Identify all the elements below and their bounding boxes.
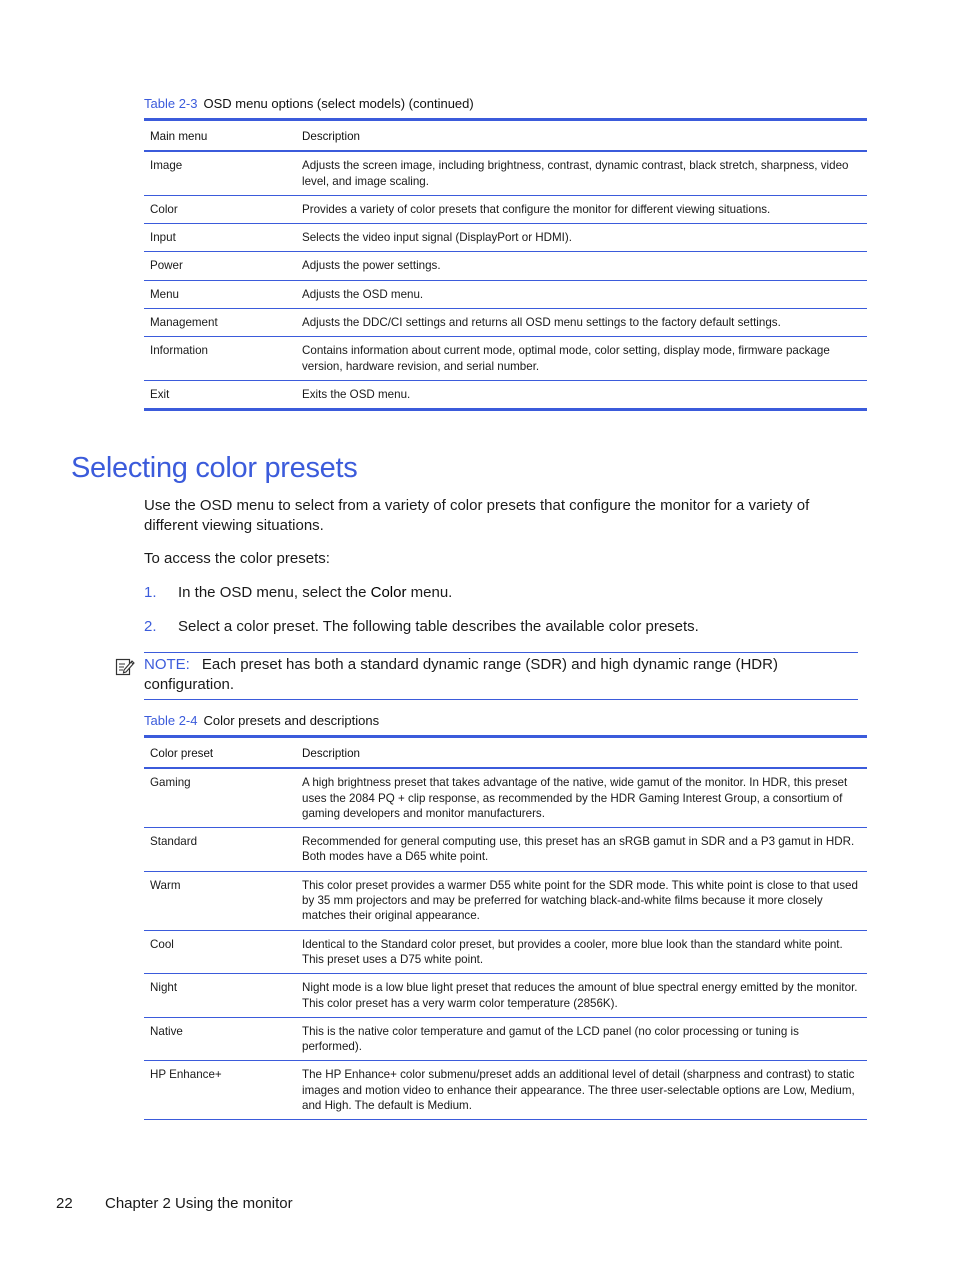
table-row: [144, 828, 867, 872]
table-row: [144, 974, 867, 1018]
preset-description: This is the native color temperature and gamut of the LCD panel (no color processing or tuning is performed).: [296, 1017, 867, 1061]
step-1: [144, 583, 452, 603]
menu-description: Adjusts the power settings.: [296, 252, 867, 280]
preset-description: A high brightness preset that takes advantage of the native, wide gamut of the monitor. In HDR, this preset uses the 2084 PQ + clip response, as recommended by the HDR Gaming Interest Group, a consortium of gaming developers and monitor manufacturers.: [296, 768, 867, 827]
column-header-description: Description: [296, 120, 867, 152]
menu-description: Provides a variety of color presets that configure the monitor for different viewing situations.: [296, 195, 867, 223]
table-row: [144, 151, 867, 195]
step-text: In the OSD menu, select the: [178, 584, 371, 601]
menu-name: Management: [144, 309, 296, 337]
preset-name: Gaming: [144, 768, 296, 827]
note-box: [144, 652, 858, 700]
preset-description: Recommended for general computing use, this preset has an sRGB gamut in SDR and a P3 gamut in HDR. Both modes have a D65 white point.: [296, 828, 867, 872]
step-text-end: menu.: [406, 584, 453, 601]
note-pencil-icon: [115, 656, 135, 676]
table-2-4-caption: [144, 713, 379, 728]
osd-menu-options-table: [144, 118, 867, 411]
menu-description: Adjusts the DDC/CI settings and returns all OSD menu settings to the factory default settings.: [296, 309, 867, 337]
preset-name: Warm: [144, 871, 296, 930]
table-number: Table 2-3: [144, 96, 198, 111]
table-row: [144, 768, 867, 827]
chapter-title: Chapter 2 Using the monitor: [105, 1195, 293, 1212]
table-row: [144, 252, 867, 280]
step-emphasis: Color: [370, 584, 407, 601]
column-header-main-menu: Main menu: [144, 120, 296, 152]
menu-name: Input: [144, 224, 296, 252]
preset-name: Night: [144, 974, 296, 1018]
table-row: [144, 1061, 867, 1120]
intro-paragraph: Use the OSD menu to select from a variety of color presets that configure the monitor for a variety of different viewing situations.: [144, 497, 810, 534]
table-row: [144, 195, 867, 223]
menu-description: Adjusts the screen image, including brightness, contrast, dynamic contrast, black stretch, sharpness, video level, and image scaling.: [296, 151, 867, 195]
preset-name: Native: [144, 1017, 296, 1061]
table-row: [144, 337, 867, 381]
table-title: OSD menu options (select models) (continued): [203, 96, 474, 111]
step-2: [144, 617, 699, 637]
menu-description: Exits the OSD menu.: [296, 380, 867, 409]
column-header-color-preset: Color preset: [144, 737, 296, 769]
table-row: [144, 380, 867, 409]
color-presets-table: [144, 735, 867, 1120]
menu-description: Contains information about current mode, optimal mode, color setting, display mode, firmware package version, hardware revision, and serial number.: [296, 337, 867, 381]
table-header-row: [144, 120, 867, 152]
table-title: Color presets and descriptions: [203, 713, 380, 728]
preset-description: The HP Enhance+ color submenu/preset adds an additional level of detail (sharpness and contrast) to static images and motion video to enhance their appearance. The three user-selectable options are Low, Medium, and High. The default is Medium.: [296, 1061, 867, 1120]
column-header-description: Description: [296, 737, 867, 769]
table-row: [144, 1017, 867, 1061]
preset-name: Standard: [144, 828, 296, 872]
note-content: [144, 655, 858, 695]
table-number: Table 2-4: [144, 713, 198, 728]
table-row: [144, 871, 867, 930]
access-paragraph: To access the color presets:: [144, 550, 330, 567]
table-2-3-caption: [144, 96, 474, 111]
step-text: Select a color preset. The following table describes the available color presets.: [178, 618, 699, 635]
page-number: 22: [56, 1195, 73, 1212]
menu-description: Adjusts the OSD menu.: [296, 280, 867, 308]
menu-name: Information: [144, 337, 296, 381]
preset-name: HP Enhance+: [144, 1061, 296, 1120]
menu-name: Image: [144, 151, 296, 195]
table-header-row: [144, 737, 867, 769]
note-label: NOTE:: [144, 656, 190, 673]
table-row: [144, 280, 867, 308]
menu-name: Menu: [144, 280, 296, 308]
preset-description: This color preset provides a warmer D55 white point for the SDR mode. This white point is close to that used by 35 mm projectors and may be preferred for watching black-and-white films because it more closely matches their original appearance.: [296, 871, 867, 930]
table-row: [144, 930, 867, 974]
preset-description: Night mode is a low blue light preset that reduces the amount of blue spectral energy emitted by the monitor. This color preset has a very warm color temperature (2856K).: [296, 974, 867, 1018]
menu-name: Color: [144, 195, 296, 223]
table-row: [144, 224, 867, 252]
step-number: 1.: [144, 584, 157, 601]
preset-description: Identical to the Standard color preset, but provides a cooler, more blue look than the standard white point. This preset uses a D75 white point.: [296, 930, 867, 974]
step-number: 2.: [144, 618, 157, 635]
section-heading: Selecting color presets: [71, 452, 358, 484]
preset-name: Cool: [144, 930, 296, 974]
menu-description: Selects the video input signal (DisplayPort or HDMI).: [296, 224, 867, 252]
menu-name: Power: [144, 252, 296, 280]
table-row: [144, 309, 867, 337]
note-text: Each preset has both a standard dynamic range (SDR) and high dynamic range (HDR) configuration.: [144, 656, 778, 693]
menu-name: Exit: [144, 380, 296, 409]
